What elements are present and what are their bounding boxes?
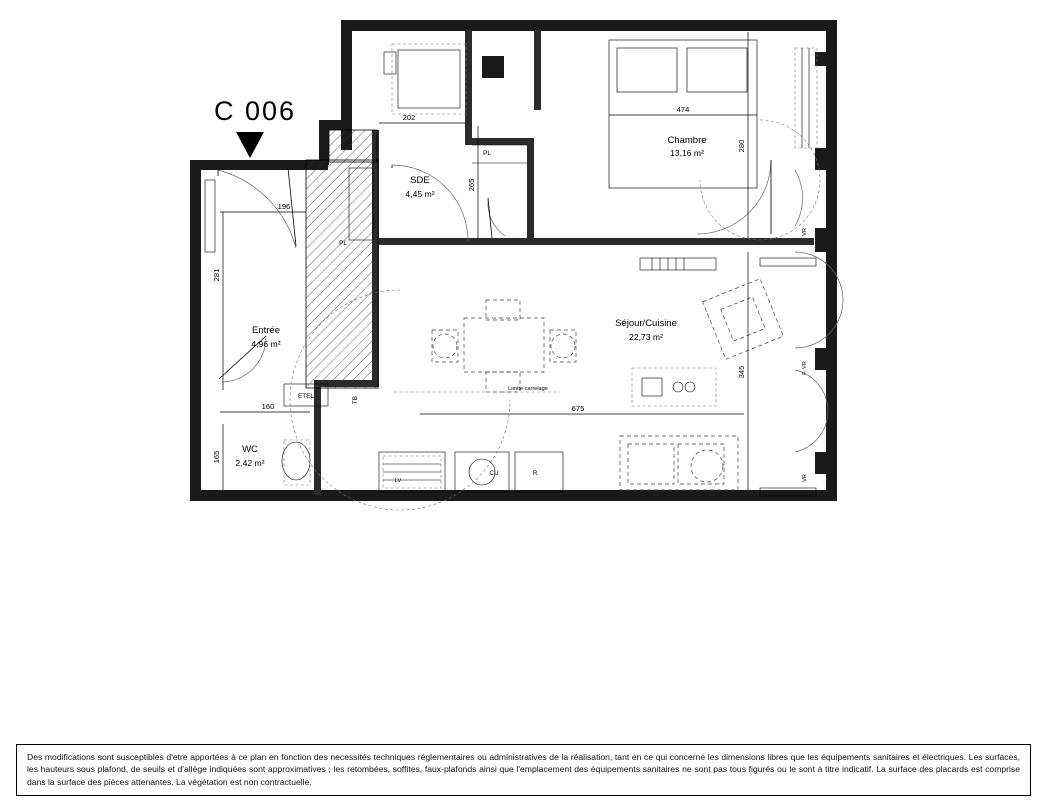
label-etel: ETEL bbox=[298, 393, 314, 400]
room-entree-name: Entrée bbox=[252, 325, 280, 336]
technical-shaft bbox=[306, 130, 378, 388]
label-vr-lower: VR bbox=[802, 474, 808, 482]
label-vr-upper: VR bbox=[802, 228, 808, 236]
label-cu: CU bbox=[489, 470, 499, 477]
dim-wc-width bbox=[220, 402, 310, 412]
label-tb: TB bbox=[352, 395, 359, 405]
svg-text:202: 202 bbox=[402, 113, 416, 122]
dim-sejour-width bbox=[420, 404, 744, 414]
svg-text:345: 345 bbox=[737, 365, 746, 379]
dim-wc-height bbox=[212, 424, 223, 490]
room-sejour-area: 22,73 m² bbox=[629, 332, 663, 342]
label-pl-top: PL bbox=[483, 150, 491, 157]
room-wc-name: WC bbox=[242, 444, 258, 455]
room-sde-name: SDE bbox=[410, 175, 430, 186]
label-pl-sde: PL bbox=[339, 240, 347, 247]
label-f-vr: F. VR bbox=[802, 361, 808, 375]
room-entree-area: 4,96 m² bbox=[251, 339, 281, 349]
dim-chambre-width bbox=[609, 105, 757, 115]
room-sejour-name: Séjour/Cuisine bbox=[615, 318, 677, 329]
svg-text:474: 474 bbox=[676, 105, 690, 114]
disclaimer-text: Des modifications sont susceptibles d'etre apportées à ce plan en fonction des necessités techniques réglementaires ou administratives de la réalisation, tant en ce qui concerne les dimensions libres que les équipements sanitaires et électriques. Les surfaces, les hauteurs sous plafond, de seuils et d'allège indiquées sont approximatives ; les retombées, soffites, faux-plafonds ainsi que l'emplacement des équipements sanitaires ne sont pas tous figurés ou le sont à titre indicatif. La surface des placards est comprise dans la surface des pièces attenantes. La végétation est non contractuelle. bbox=[27, 752, 1020, 787]
room-wc-area: 2,42 m² bbox=[235, 458, 265, 468]
svg-text:160: 160 bbox=[261, 402, 275, 411]
svg-text:265: 265 bbox=[467, 178, 476, 192]
room-sde-area: 4,45 m² bbox=[405, 189, 435, 199]
room-chambre-name: Chambre bbox=[667, 135, 707, 146]
dim-entree-height bbox=[212, 212, 223, 390]
disclaimer-box bbox=[16, 744, 1031, 796]
unit-code-label: C 006 bbox=[214, 96, 297, 126]
label-lv: LV bbox=[394, 478, 402, 484]
room-wc bbox=[212, 402, 310, 490]
svg-text:675: 675 bbox=[571, 404, 585, 413]
svg-text:196: 196 bbox=[277, 202, 291, 211]
dim-chambre-height bbox=[737, 32, 748, 240]
svg-text:281: 281 bbox=[212, 268, 221, 282]
dim-entree-width bbox=[220, 202, 306, 212]
svg-text:280: 280 bbox=[737, 139, 746, 153]
svg-text:165: 165 bbox=[212, 450, 221, 464]
label-r: R bbox=[532, 470, 538, 477]
label-limite-carrelage: Limite carrelage bbox=[508, 386, 548, 392]
dim-sde-width bbox=[379, 113, 466, 123]
room-chambre-area: 13,16 m² bbox=[670, 148, 704, 158]
